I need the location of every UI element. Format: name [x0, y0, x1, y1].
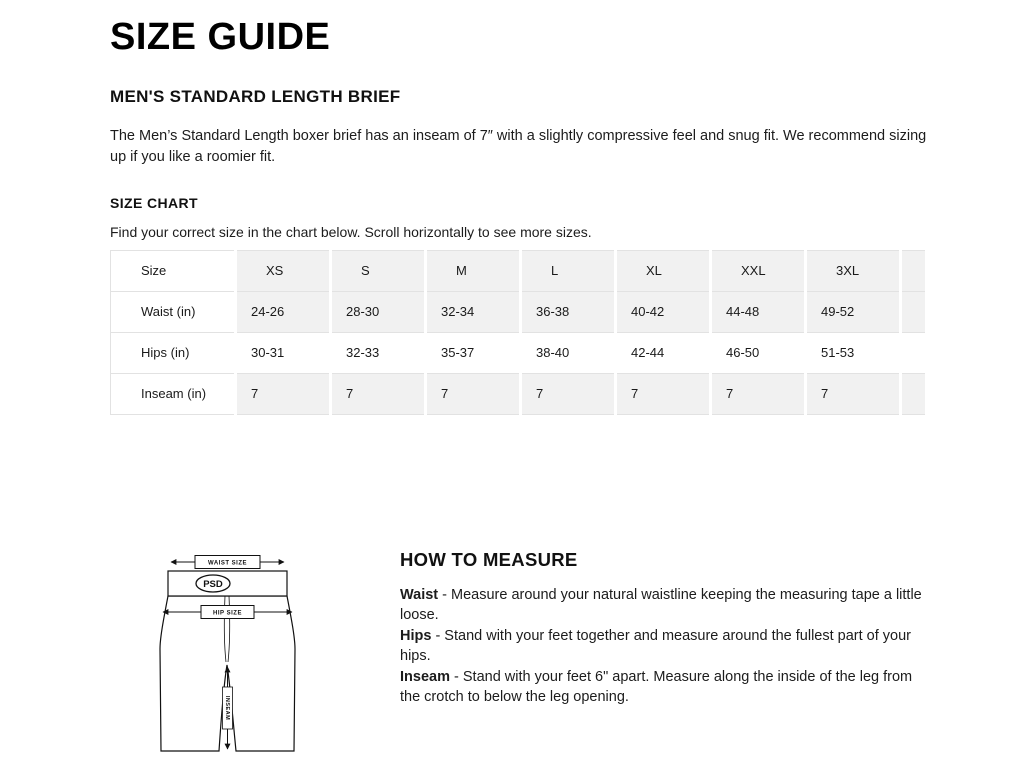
hips-3xl: 51-53 — [806, 332, 901, 373]
hips-m: 35-37 — [426, 332, 521, 373]
measure-term-inseam: Inseam — [400, 668, 450, 685]
waist-xs: 24-26 — [236, 291, 331, 332]
waist-size-label: WAIST SIZE — [207, 560, 248, 567]
size-table-header-row — [111, 250, 926, 291]
size-chart-heading: SIZE CHART — [110, 194, 198, 211]
hips-xxl: 46-50 — [711, 332, 806, 373]
measure-term-hips: Hips — [400, 627, 432, 644]
waistband — [168, 571, 287, 596]
hips-clipped — [901, 332, 926, 373]
psd-logo: PSD — [203, 578, 223, 590]
how-to-measure-section — [110, 549, 1024, 766]
waist-m: 32-34 — [426, 291, 521, 332]
measure-item-inseam — [400, 667, 935, 708]
page-title: SIZE GUIDE — [110, 16, 331, 58]
inseam-m: 7 — [426, 373, 521, 414]
measure-text-hips: - Stand with your feet together and measure around the fullest part of your hips. — [400, 627, 912, 665]
column-header-3xl: 3XL — [806, 250, 901, 291]
table-row-waist — [111, 291, 926, 332]
row-label-hips: Hips (in) — [111, 332, 236, 373]
inseam-xxl: 7 — [711, 373, 806, 414]
column-header-xl: XL — [616, 250, 711, 291]
table-row-hips — [111, 332, 926, 373]
inseam-xs: 7 — [236, 373, 331, 414]
hip-size-label: HIP SIZE — [213, 610, 242, 617]
waist-l: 36-38 — [521, 291, 616, 332]
hips-xs: 30-31 — [236, 332, 331, 373]
column-header-s: S — [331, 250, 426, 291]
measure-item-hips — [400, 626, 935, 667]
column-header-l: L — [521, 250, 616, 291]
hips-l: 38-40 — [521, 332, 616, 373]
waist-3xl: 49-52 — [806, 291, 901, 332]
column-header-clipped — [901, 250, 926, 291]
measure-text-waist: - Measure around your natural waistline keeping the measuring tape a little loose. — [400, 586, 922, 624]
product-heading: MEN'S STANDARD LENGTH BRIEF — [110, 86, 401, 106]
inseam-label: INSEAM — [223, 695, 230, 720]
measure-item-waist — [400, 585, 935, 626]
measure-term-waist: Waist — [400, 586, 439, 603]
size-chart-instructions: Find your correct size in the chart below. Scroll horizontally to see more sizes. — [110, 223, 592, 240]
inseam-xl: 7 — [616, 373, 711, 414]
table-row-inseam — [111, 373, 926, 414]
measure-text-inseam: - Stand with your feet 6" apart. Measure along the inside of the leg from the crotch to below the leg opening. — [400, 668, 913, 706]
hips-xl: 42-44 — [616, 332, 711, 373]
waist-clipped — [901, 291, 926, 332]
how-to-measure-heading: HOW TO MEASURE — [400, 548, 578, 570]
column-header-size: Size — [111, 250, 236, 291]
inseam-3xl: 7 — [806, 373, 901, 414]
size-table — [110, 250, 925, 415]
column-header-m: M — [426, 250, 521, 291]
column-header-xs: XS — [236, 250, 331, 291]
boxer-brief-diagram — [155, 549, 315, 761]
inseam-clipped — [901, 373, 926, 414]
row-label-inseam: Inseam (in) — [111, 373, 236, 414]
measurement-diagram-column — [155, 549, 315, 766]
inseam-l: 7 — [521, 373, 616, 414]
how-to-measure-column — [400, 549, 935, 708]
waist-s: 28-30 — [331, 291, 426, 332]
column-header-xxl: XXL — [711, 250, 806, 291]
row-label-waist: Waist (in) — [111, 291, 236, 332]
waist-xl: 40-42 — [616, 291, 711, 332]
product-description: The Men’s Standard Length boxer brief has an inseam of 7″ with a slightly compressive feel and snug fit. We recommend sizing up if you like a roomier fit. — [110, 127, 927, 165]
hips-s: 32-33 — [331, 332, 426, 373]
waist-xxl: 44-48 — [711, 291, 806, 332]
size-table-scroll-area[interactable] — [110, 250, 925, 415]
inseam-s: 7 — [331, 373, 426, 414]
